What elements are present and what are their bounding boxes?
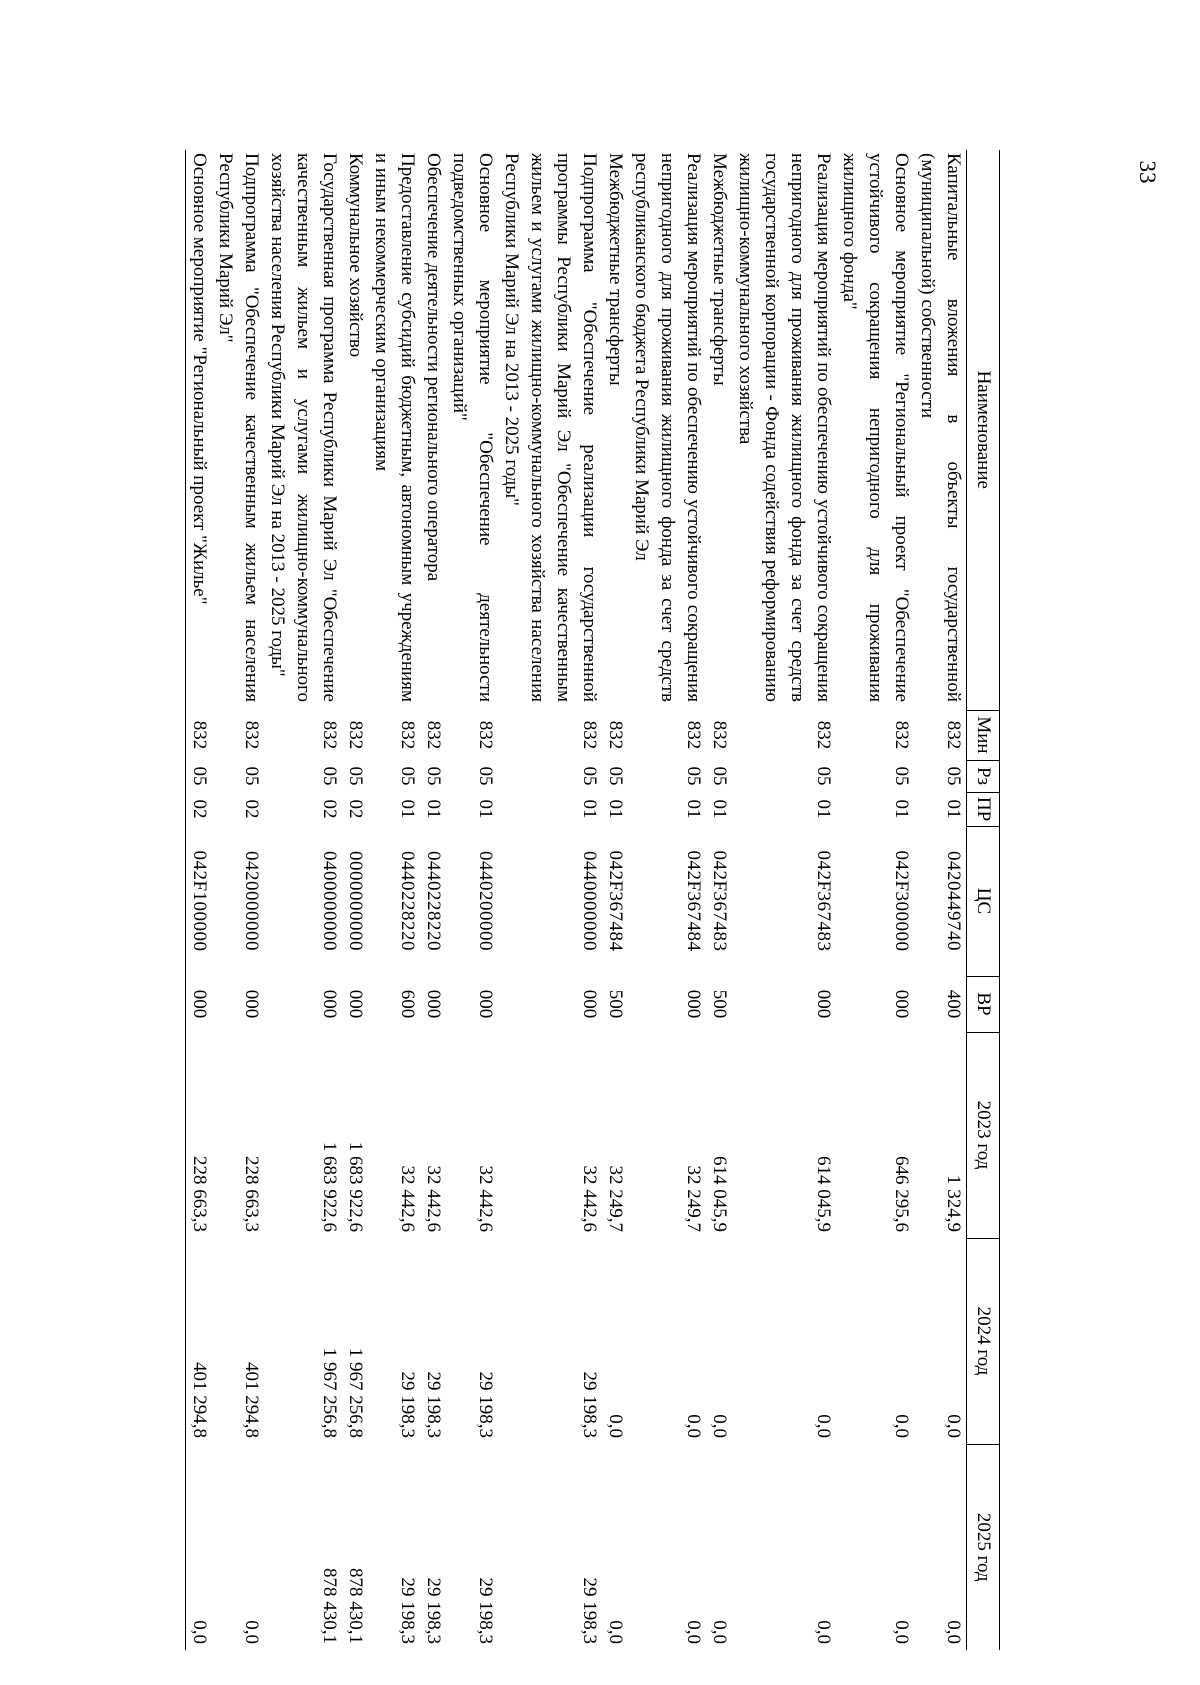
cell-pr: 02: [189, 799, 210, 819]
cell-2025: 0,0: [813, 1620, 834, 1644]
cell-min: 832: [891, 720, 912, 750]
table-row: [342, 150, 368, 1650]
cell-rz: 05: [709, 766, 730, 786]
cell-cs: 0000000000: [345, 851, 366, 951]
cell-name: Подпрограмма "Обеспечение качественным жильем населения Республики Марий Эл": [215, 153, 262, 702]
header-pr: ПР: [967, 792, 1000, 826]
cell-2025: 0,0: [683, 1620, 704, 1644]
cell-2024: 1 967 256,8: [345, 1347, 366, 1438]
table-row: [706, 150, 732, 1650]
cell-cs: 0420449740: [943, 851, 964, 951]
cell-rz: 05: [423, 766, 444, 786]
table-row: [420, 150, 446, 1650]
header-2023: 2023 год: [967, 1032, 1000, 1238]
cell-2025: 0,0: [891, 1620, 912, 1644]
cell-rz: 05: [241, 766, 262, 786]
cell-2024: 1 967 256,8: [319, 1347, 340, 1438]
rotated-sheet: [189, 150, 1000, 1650]
cell-rz: 05: [813, 766, 834, 786]
cell-min: 832: [475, 720, 496, 750]
table-header-row: [967, 150, 1000, 1650]
header-min: Мин: [967, 710, 1000, 760]
cell-min: 832: [683, 720, 704, 750]
cell-min: 832: [813, 720, 834, 750]
cell-vr: 000: [683, 989, 704, 1019]
cell-min: 832: [709, 720, 730, 750]
table-row: [186, 150, 213, 1650]
cell-pr: 01: [605, 799, 626, 819]
cell-vr: 000: [189, 989, 210, 1019]
cell-cs: 0440228220: [423, 851, 444, 951]
cell-rz: 05: [683, 766, 704, 786]
cell-vr: 000: [579, 989, 600, 1019]
cell-vr: 000: [813, 989, 834, 1019]
header-rz: Рз: [967, 760, 1000, 792]
cell-2024: 0,0: [605, 1414, 626, 1438]
cell-2023: 646 295,6: [891, 1156, 912, 1232]
table-row: [602, 150, 628, 1650]
cell-2023: 228 663,3: [189, 1156, 210, 1232]
cell-2025: 0,0: [605, 1620, 626, 1644]
cell-pr: 02: [241, 799, 262, 819]
cell-rz: 05: [891, 766, 912, 786]
cell-2025: 29 198,3: [475, 1577, 496, 1644]
cell-cs: 042F367483: [813, 850, 834, 952]
table-row: [446, 150, 498, 1650]
cell-rz: 05: [397, 766, 418, 786]
cell-2025: 878 430,1: [345, 1568, 366, 1644]
header-name: Наименование: [967, 150, 1000, 710]
cell-cs: 042F300000: [891, 850, 912, 952]
cell-min: 832: [241, 720, 262, 750]
cell-vr: 600: [397, 989, 418, 1019]
cell-2023: 32 442,6: [579, 1165, 600, 1232]
cell-rz: 05: [605, 766, 626, 786]
cell-cs: 0440228220: [397, 851, 418, 951]
cell-pr: 01: [683, 799, 704, 819]
cell-pr: 02: [319, 799, 340, 819]
cell-name: Подпрограмма "Обеспечение реализации государственной программы Республики Марий Эл "Обеспечение качественным жильем и услугами жилищно-коммунального хозяйства населения Республики Марий Эл на 2013 - 2025 годы": [501, 153, 600, 702]
cell-cs: 042F367484: [683, 850, 704, 952]
cell-name: Реализация мероприятий по обеспечению устойчивого сокращения непригодного для проживания жилищного фонда за счет средств республиканского бюджета Республики Марий Эл: [631, 153, 704, 702]
cell-rz: 05: [943, 766, 964, 786]
cell-rz: 05: [345, 766, 366, 786]
cell-name: Основное мероприятие "Региональный проект "Жилье": [189, 153, 210, 605]
cell-min: 832: [319, 720, 340, 750]
cell-2024: 401 294,8: [189, 1362, 210, 1438]
cell-name: Реализация мероприятий по обеспечению устойчивого сокращения непригодного для проживания жилищного фонда за счет средств государственной корпорации - Фонда содействия реформированию жилищно-коммунального хозяйства: [735, 153, 834, 702]
cell-name: Капитальные вложения в объекты государственной (муниципальной) собственности: [917, 153, 964, 702]
cell-pr: 01: [397, 799, 418, 819]
cell-2025: 0,0: [241, 1620, 262, 1644]
cell-2023: 32 442,6: [475, 1165, 496, 1232]
cell-2023: 32 249,7: [605, 1165, 626, 1232]
table-row: [628, 150, 706, 1650]
cell-2024: 401 294,8: [241, 1362, 262, 1438]
cell-pr: 01: [943, 799, 964, 819]
cell-name: Предоставление субсидий бюджетным, автономным учреждениям и иным некоммерческим организациям: [371, 153, 418, 702]
cell-min: 832: [579, 720, 600, 750]
cell-vr: 500: [605, 989, 626, 1019]
cell-vr: 000: [423, 989, 444, 1019]
cell-rz: 05: [319, 766, 340, 786]
cell-vr: 500: [709, 989, 730, 1019]
table-row: [914, 150, 967, 1650]
cell-2025: 0,0: [189, 1620, 210, 1644]
cell-2024: 0,0: [891, 1414, 912, 1438]
cell-cs: 042F367483: [709, 850, 730, 952]
cell-2025: 29 198,3: [423, 1577, 444, 1644]
cell-2023: 1 683 922,6: [319, 1141, 340, 1232]
cell-min: 832: [345, 720, 366, 750]
table-row: [498, 150, 602, 1650]
cell-2024: 29 198,3: [423, 1371, 444, 1438]
cell-pr: 01: [891, 799, 912, 819]
cell-2025: 0,0: [709, 1620, 730, 1644]
table-row: [264, 150, 342, 1650]
cell-2023: 614 045,9: [813, 1156, 834, 1232]
cell-cs: 042F100000: [189, 850, 210, 952]
cell-name: Межбюджетные трансферты: [709, 153, 730, 386]
cell-pr: 01: [579, 799, 600, 819]
cell-min: 832: [189, 720, 210, 750]
cell-cs: 0440200000: [475, 851, 496, 951]
cell-cs: 0420000000: [241, 851, 262, 951]
cell-name: Основное мероприятие "Региональный проект "Обеспечение устойчивого сокращения непригодного для проживания жилищного фонда": [839, 153, 912, 702]
cell-pr: 01: [813, 799, 834, 819]
cell-vr: 000: [319, 989, 340, 1019]
cell-name: Коммунальное хозяйство: [345, 153, 366, 358]
cell-2024: 0,0: [943, 1414, 964, 1438]
cell-min: 832: [943, 720, 964, 750]
table-row: [732, 150, 836, 1650]
cell-2023: 32 442,6: [397, 1165, 418, 1232]
budget-table: [185, 150, 1000, 1650]
cell-2025: 0,0: [943, 1620, 964, 1644]
cell-2025: 878 430,1: [319, 1568, 340, 1644]
cell-min: 832: [423, 720, 444, 750]
cell-cs: 042F367484: [605, 850, 626, 952]
cell-2023: 614 045,9: [709, 1156, 730, 1232]
cell-rz: 05: [579, 766, 600, 786]
table-row: [836, 150, 914, 1650]
header-2025: 2025 год: [967, 1444, 1000, 1650]
cell-vr: 000: [241, 989, 262, 1019]
cell-2023: 32 249,7: [683, 1165, 704, 1232]
cell-name: Государственная программа Республики Марий Эл "Обеспечение качественным жильем и услугами жилищно-коммунального хозяйства населения Республики Марий Эл на 2013 - 2025 годы": [267, 153, 340, 702]
cell-2023: 1 324,9: [943, 1175, 964, 1232]
cell-pr: 01: [475, 799, 496, 819]
table-row: [212, 150, 264, 1650]
header-2024: 2024 год: [967, 1238, 1000, 1444]
cell-vr: 000: [345, 989, 366, 1019]
cell-2024: 29 198,3: [579, 1371, 600, 1438]
cell-2024: 0,0: [813, 1414, 834, 1438]
cell-min: 832: [397, 720, 418, 750]
cell-2024: 0,0: [709, 1414, 730, 1438]
cell-pr: 01: [423, 799, 444, 819]
cell-cs: 0400000000: [319, 851, 340, 951]
header-cs: ЦС: [967, 826, 1000, 976]
cell-name: Межбюджетные трансферты: [605, 153, 626, 386]
cell-2024: 0,0: [683, 1414, 704, 1438]
table-row: [368, 150, 420, 1650]
cell-rz: 05: [475, 766, 496, 786]
cell-2024: 29 198,3: [397, 1371, 418, 1438]
cell-cs: 0440000000: [579, 851, 600, 951]
cell-2025: 29 198,3: [579, 1577, 600, 1644]
table-body: [185, 150, 967, 1650]
cell-name: Основное мероприятие "Обеспечение деятельности подведомственных организаций": [449, 153, 496, 702]
cell-vr: 000: [475, 989, 496, 1019]
cell-pr: 01: [709, 799, 730, 819]
header-vr: ВР: [967, 976, 1000, 1032]
cell-vr: 400: [943, 989, 964, 1019]
cell-min: 832: [605, 720, 626, 750]
cell-2023: 228 663,3: [241, 1156, 262, 1232]
cell-2025: 29 198,3: [397, 1577, 418, 1644]
cell-name: Обеспечение деятельности регионального оператора: [423, 153, 444, 582]
cell-2023: 32 442,6: [423, 1165, 444, 1232]
cell-2023: 1 683 922,6: [345, 1141, 366, 1232]
cell-vr: 000: [891, 989, 912, 1019]
cell-pr: 02: [345, 799, 366, 819]
cell-rz: 05: [189, 766, 210, 786]
cell-2024: 29 198,3: [475, 1371, 496, 1438]
page-number: 33: [1135, 160, 1160, 184]
